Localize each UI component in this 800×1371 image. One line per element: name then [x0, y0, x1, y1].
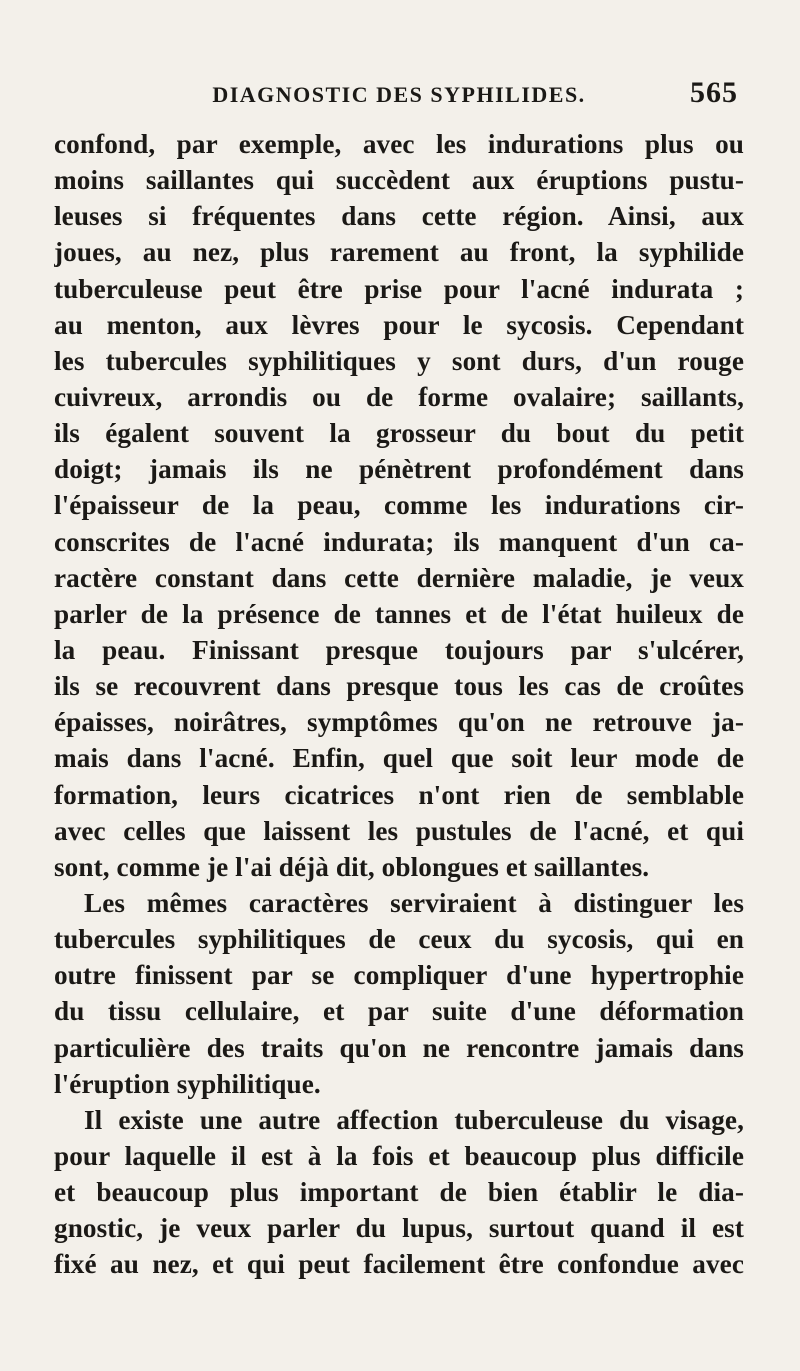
text-line: outre finissent par se compliquer d'une hypertrophie [54, 960, 744, 991]
text-line: gnostic, je veux parler du lupus, surtout quand il est [54, 1213, 744, 1244]
text-line: sont, comme je l'ai déjà dit, oblongues et saillantes. [54, 851, 650, 882]
text-line: la peau. Finissant presque toujours par s'ulcérer, [54, 634, 744, 665]
text-line: tubercules syphilitiques de ceux du sycosis, qui en [54, 924, 744, 955]
text-line: et beaucoup plus important de bien établir le dia- [54, 1177, 744, 1208]
text-line: les tubercules syphilitiques y sont durs, d'un rouge [54, 345, 744, 376]
text-line: fixé au nez, et qui peut facilement être confondue avec [54, 1249, 744, 1280]
text-line: du tissu cellulaire, et par suite d'une déformation [54, 996, 744, 1027]
text-line: ils se recouvrent dans presque tous les cas de croûtes [54, 671, 744, 702]
text-line: parler de la présence de tannes et de l'état huileux de [54, 598, 744, 629]
text-line: particulière des traits qu'on ne rencontre jamais dans [54, 1032, 744, 1063]
text-line: Il existe une autre affection tuberculeuse du visage, [84, 1104, 744, 1135]
page-number: 565 [690, 76, 738, 109]
text-line: confond, par exemple, avec les indurations plus ou [54, 129, 744, 159]
text-line: conscrites de l'acné indurata; ils manquent d'un ca- [54, 526, 744, 557]
text-line: épaisses, noirâtres, symptômes qu'on ne retrouve ja- [54, 707, 744, 738]
text-line: l'éruption syphilitique. [54, 1068, 321, 1099]
running-title: DIAGNOSTIC DES SYPHILIDES. [212, 82, 586, 107]
text-line: ractère constant dans cette dernière maladie, je veux [54, 562, 744, 593]
text-line: pour laquelle il est à la fois et beaucoup plus difficile [54, 1140, 744, 1171]
text-line: formation, leurs cicatrices n'ont rien de semblable [54, 779, 744, 810]
text-line: tuberculeuse peut être prise pour l'acné indurata ; [54, 273, 744, 304]
text-line: cuivreux, arrondis ou de forme ovalaire; saillants, [54, 381, 744, 412]
text-line: l'épaisseur de la peau, comme les indurations cir- [54, 490, 744, 521]
text-line: joues, au nez, plus rarement au front, la syphilide [54, 237, 744, 268]
running-head [54, 76, 744, 116]
text-line: au menton, aux lèvres pour le sycosis. Cependant [54, 309, 744, 340]
text-line: ils égalent souvent la grosseur du bout du petit [54, 418, 744, 449]
text-line: avec celles que laissent les pustules de l'acné, et qui [54, 815, 744, 846]
text-line: leuses si fréquentes dans cette région. Ainsi, aux [54, 201, 744, 232]
text-line: doigt; jamais ils ne pénètrent profondément dans [54, 454, 744, 485]
body-text [54, 126, 744, 1283]
text-line: Les mêmes caractères serviraient à distinguer les [84, 887, 744, 918]
text-line: moins saillantes qui succèdent aux éruptions pustu- [54, 165, 744, 196]
text-line: mais dans l'acné. Enfin, quel que soit leur mode de [54, 743, 744, 774]
